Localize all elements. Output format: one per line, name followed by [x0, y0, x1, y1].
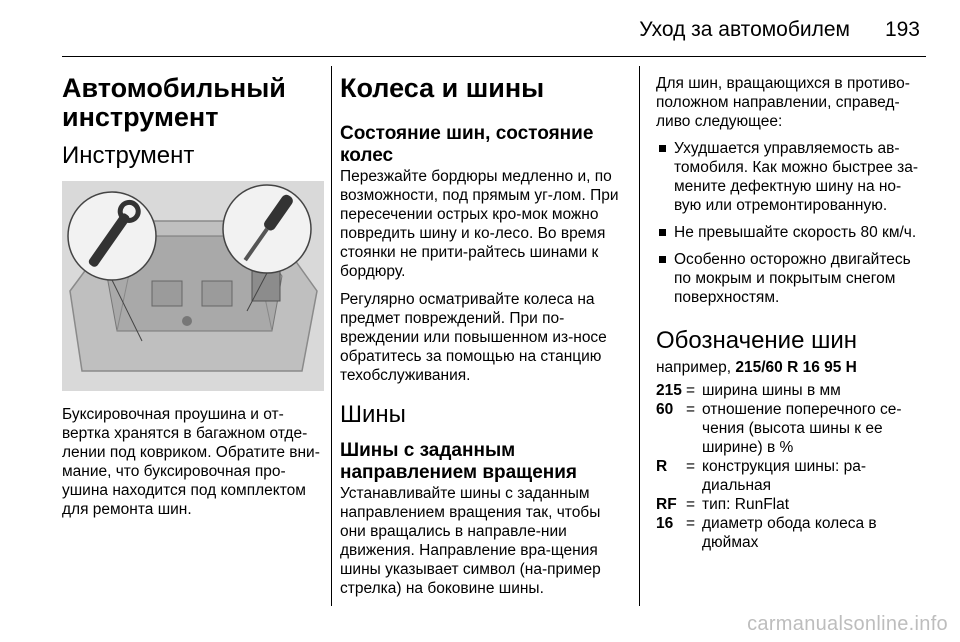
table-row [656, 381, 926, 400]
page-number: 193 [884, 18, 920, 41]
table-row [656, 457, 926, 495]
subheading-tool: Инструмент [62, 142, 195, 169]
trunk-illustration-svg [62, 181, 324, 391]
list-item: Не превышайте скорость 80 км/ч. [656, 223, 926, 242]
middle-column [340, 66, 623, 598]
warning-list [656, 139, 926, 307]
table-row [656, 495, 926, 514]
code-equals: = [686, 496, 696, 513]
tools-caption: Буксировочная проушина и от-вертка хранятся в багажном отде-лении под ковриком. Обратите вни-мание, что буксировочная про-ушина находится под комплектом для ремонта шин. [62, 406, 320, 518]
header-title: Уход за автомобилем [639, 18, 850, 41]
trunk-tools-illustration [62, 181, 324, 391]
code-equals: = [686, 382, 696, 399]
section-heading-tools: Автомобильный инструмент [62, 73, 286, 132]
code-key: R [656, 458, 668, 475]
subheading-tyre-condition: Состояние шин, состояние колес [340, 123, 594, 166]
code-value: тип: RunFlat [702, 496, 790, 513]
paragraph-kerbs: Перезжайте бордюры медленно и, по возможности, под прямым уг-лом. При пересечении острых кро-мок можно повредить шину и ко-лесо. Во время стоянки не прити-райтесь шинами к бордюру. [340, 168, 619, 280]
header-divider [62, 56, 926, 57]
designation-example [656, 358, 926, 377]
paragraph-directional: Устанавливайте шины с заданным направлением вращения так, чтобы они вращались в направле-нии движения. Направление вра-щения шины указывает символ (на-пример стрелка) на боковине шины. [340, 485, 601, 597]
watermark: carmanualsonline.info [747, 613, 948, 635]
code-key: 215 [656, 382, 682, 399]
section-heading-wheels: Колеса и шины [340, 73, 545, 103]
column-divider-2 [639, 66, 640, 606]
code-equals: = [686, 458, 696, 475]
code-equals: = [686, 401, 696, 418]
column-divider-1 [331, 66, 332, 606]
code-key: RF [656, 496, 677, 513]
code-value: диаметр обода колеса в дюймах [702, 515, 877, 551]
example-prefix: например, [656, 359, 732, 376]
table-row [656, 400, 926, 457]
code-key: 60 [656, 401, 674, 418]
code-equals: = [686, 515, 696, 532]
code-value: ширина шины в мм [702, 382, 841, 399]
list-item: Особенно осторожно двигайтесь по мокрым и покрытым снегом поверхностям. [656, 250, 926, 307]
list-item: Ухудшается управляемость ав-томобиля. Как можно быстрее за-мените дефектную шину на но-вую или отремонтированную. [656, 139, 926, 215]
code-value: отношение поперечного се-чения (высота шины к ее ширине) в % [702, 401, 902, 456]
table-row [656, 514, 926, 552]
subheading-directional-tyres: Шины с заданным направлением вращения [340, 440, 578, 483]
paragraph-inspection: Регулярно осматривайте колеса на предмет повреждений. При по-вреждении или повышенном из-носе обратитесь за помощью на станцию техобслуживания. [340, 291, 607, 384]
example-code: 215/60 R 16 95 H [735, 359, 857, 376]
code-key: 16 [656, 515, 674, 532]
subheading-tyre-designations: Обозначение шин [656, 327, 858, 354]
paragraph-opposite-direction: Для шин, вращающихся в противо-положном направлении, справед-ливо следующее: [656, 75, 910, 130]
left-column [62, 66, 324, 519]
page-header [0, 0, 960, 60]
code-value: конструкция шины: ра-диальная [702, 458, 867, 494]
right-column [656, 66, 926, 552]
designation-table [656, 381, 926, 552]
subheading-tyres: Шины [340, 401, 406, 428]
